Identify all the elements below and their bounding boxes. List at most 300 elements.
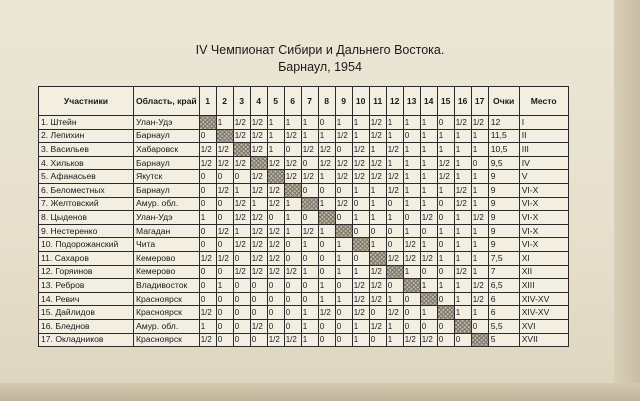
result-cell: 1 [318, 129, 335, 143]
player-points: 9,5 [488, 156, 519, 170]
player-place: XIII [519, 279, 568, 293]
result-cell: 1/2 [420, 333, 437, 347]
result-cell: 1/2 [318, 306, 335, 320]
player-place: II [519, 129, 568, 143]
result-cell: 1/2 [233, 265, 250, 279]
result-cell: 1/2 [369, 265, 386, 279]
result-cell: 1 [267, 143, 284, 157]
diagonal-cell [199, 116, 216, 130]
result-cell: 0 [335, 279, 352, 293]
player-points: 9 [488, 238, 519, 252]
result-cell: 1 [437, 279, 454, 293]
diagonal-cell [267, 170, 284, 184]
result-cell: 1 [199, 319, 216, 333]
table-row [39, 319, 569, 333]
header-round: 7 [301, 87, 318, 116]
result-cell: 0 [216, 170, 233, 184]
result-cell: 1/2 [386, 183, 403, 197]
result-cell: 0 [233, 170, 250, 184]
result-cell: 1 [216, 116, 233, 130]
result-cell: 1 [403, 143, 420, 157]
result-cell: 1/2 [216, 251, 233, 265]
result-cell: 0 [301, 251, 318, 265]
result-cell: 1/2 [267, 224, 284, 238]
result-cell: 1/2 [318, 156, 335, 170]
player-name: 2. Лепихин [39, 129, 134, 143]
result-cell: 0 [335, 333, 352, 347]
result-cell: 1/2 [369, 279, 386, 293]
result-cell: 0 [216, 238, 233, 252]
player-name: 3. Васильев [39, 143, 134, 157]
header-round: 14 [420, 87, 437, 116]
player-place: XVI [519, 319, 568, 333]
result-cell: 1/2 [250, 224, 267, 238]
result-cell: 0 [420, 319, 437, 333]
result-cell: 1 [454, 238, 471, 252]
player-place: VI-X [519, 224, 568, 238]
result-cell: 0 [284, 279, 301, 293]
result-cell: 1 [437, 129, 454, 143]
result-cell: 1/2 [233, 156, 250, 170]
result-cell: 1/2 [471, 292, 488, 306]
result-cell: 0 [216, 306, 233, 320]
result-cell: 0 [318, 333, 335, 347]
table-row [39, 156, 569, 170]
player-region: Улан-Удэ [134, 211, 200, 225]
result-cell: 1/2 [437, 156, 454, 170]
player-name: 7. Желтовский [39, 197, 134, 211]
result-cell: 1/2 [301, 143, 318, 157]
result-cell: 1 [454, 279, 471, 293]
result-cell: 1 [318, 292, 335, 306]
result-cell: 1 [420, 238, 437, 252]
result-cell: 1/2 [386, 251, 403, 265]
result-cell: 0 [216, 265, 233, 279]
result-cell: 0 [267, 306, 284, 320]
diagonal-cell [318, 211, 335, 225]
result-cell: 1/2 [386, 143, 403, 157]
header-round: 4 [250, 87, 267, 116]
result-cell: 1/2 [250, 238, 267, 252]
header-round: 12 [386, 87, 403, 116]
result-cell: 1/2 [250, 143, 267, 157]
result-cell: 0 [318, 265, 335, 279]
result-cell: 1 [471, 238, 488, 252]
result-cell: 1/2 [352, 170, 369, 184]
player-name: 10. Подорожанский [39, 238, 134, 252]
player-region: Владивосток [134, 279, 200, 293]
player-place: XI [519, 251, 568, 265]
result-cell: 1 [284, 224, 301, 238]
result-cell: 1 [284, 116, 301, 130]
result-cell: 1/2 [250, 319, 267, 333]
result-cell: 1 [284, 197, 301, 211]
table-row [39, 306, 569, 320]
result-cell: 1 [352, 265, 369, 279]
result-cell: 1/2 [420, 251, 437, 265]
player-region: Кемерово [134, 265, 200, 279]
result-cell: 1/2 [267, 251, 284, 265]
result-cell: 1 [335, 251, 352, 265]
result-cell: 1 [454, 156, 471, 170]
result-cell: 1/2 [369, 292, 386, 306]
result-cell: 1 [454, 129, 471, 143]
result-cell: 1 [318, 170, 335, 184]
table-row [39, 238, 569, 252]
result-cell: 0 [403, 292, 420, 306]
header-round: 11 [369, 87, 386, 116]
result-cell: 0 [267, 279, 284, 293]
player-name: 12. Горяинов [39, 265, 134, 279]
result-cell: 0 [284, 306, 301, 320]
header-points: Очки [488, 87, 519, 116]
result-cell: 1/2 [250, 170, 267, 184]
result-cell: 1/2 [454, 265, 471, 279]
result-cell: 1/2 [335, 197, 352, 211]
result-cell: 0 [318, 251, 335, 265]
result-cell: 1/2 [335, 156, 352, 170]
result-cell: 0 [437, 319, 454, 333]
player-points: 7,5 [488, 251, 519, 265]
result-cell: 0 [250, 306, 267, 320]
page-edge-bottom [0, 383, 640, 401]
player-points: 7 [488, 265, 519, 279]
player-region: Улан-Удэ [134, 116, 200, 130]
header-round: 10 [352, 87, 369, 116]
player-place: XVII [519, 333, 568, 347]
result-cell: 1 [301, 333, 318, 347]
result-cell: 1/2 [352, 143, 369, 157]
result-cell: 1/2 [318, 143, 335, 157]
result-cell: 1 [352, 116, 369, 130]
result-cell: 1/2 [369, 170, 386, 184]
player-name: 5. Афанасьев [39, 170, 134, 184]
result-cell: 1/2 [216, 183, 233, 197]
result-cell: 1 [284, 211, 301, 225]
result-cell: 0 [216, 333, 233, 347]
result-cell: 1 [301, 306, 318, 320]
player-points: 6 [488, 292, 519, 306]
result-cell: 0 [369, 306, 386, 320]
result-cell: 1/2 [301, 170, 318, 184]
player-place: VI-X [519, 197, 568, 211]
result-cell: 1 [267, 116, 284, 130]
player-region: Магадан [134, 224, 200, 238]
result-cell: 1 [420, 116, 437, 130]
result-cell: 1 [437, 251, 454, 265]
header-row [39, 87, 569, 116]
result-cell: 1/2 [267, 238, 284, 252]
result-cell: 1 [471, 183, 488, 197]
result-cell: 0 [250, 279, 267, 293]
result-cell: 1/2 [284, 265, 301, 279]
diagonal-cell [420, 292, 437, 306]
result-cell: 0 [199, 224, 216, 238]
diagonal-cell [386, 265, 403, 279]
result-cell: 0 [352, 251, 369, 265]
result-cell: 1 [420, 279, 437, 293]
result-cell: 0 [267, 211, 284, 225]
player-points: 9 [488, 197, 519, 211]
player-region: Барнаул [134, 183, 200, 197]
result-cell: 0 [250, 292, 267, 306]
player-points: 5,5 [488, 319, 519, 333]
result-cell: 1/2 [199, 333, 216, 347]
result-cell: 1 [352, 333, 369, 347]
result-cell: 1 [403, 265, 420, 279]
result-cell: 1 [420, 143, 437, 157]
result-cell: 0 [199, 183, 216, 197]
result-cell: 1 [335, 238, 352, 252]
result-cell: 0 [318, 238, 335, 252]
result-cell: 0 [267, 292, 284, 306]
result-cell: 1 [386, 129, 403, 143]
title-line-2: Барнаул, 1954 [278, 60, 362, 74]
header-round: 16 [454, 87, 471, 116]
result-cell: 1 [250, 197, 267, 211]
result-cell: 1/2 [199, 143, 216, 157]
result-cell: 1/2 [369, 156, 386, 170]
table-row [39, 292, 569, 306]
result-cell: 1/2 [233, 129, 250, 143]
result-cell: 1/2 [233, 197, 250, 211]
result-cell: 0 [301, 156, 318, 170]
result-cell: 1 [318, 279, 335, 293]
result-cell: 0 [352, 197, 369, 211]
player-region: Барнаул [134, 156, 200, 170]
result-cell: 0 [199, 279, 216, 293]
result-cell: 0 [437, 333, 454, 347]
player-points: 9 [488, 170, 519, 184]
result-cell: 1/2 [471, 279, 488, 293]
result-cell: 1 [267, 129, 284, 143]
table-row [39, 170, 569, 184]
player-points: 11,5 [488, 129, 519, 143]
header-round: 2 [216, 87, 233, 116]
header-round: 8 [318, 87, 335, 116]
result-cell: 0 [420, 224, 437, 238]
result-cell: 1 [386, 156, 403, 170]
result-cell: 1/2 [267, 156, 284, 170]
result-cell: 1/2 [403, 238, 420, 252]
table-row [39, 183, 569, 197]
result-cell: 1 [369, 238, 386, 252]
table-row [39, 251, 569, 265]
result-cell: 0 [284, 238, 301, 252]
result-cell: 1 [352, 183, 369, 197]
result-cell: 1/2 [352, 306, 369, 320]
player-name: 16. Бледнов [39, 319, 134, 333]
result-cell: 1/2 [352, 156, 369, 170]
result-cell: 1/2 [233, 211, 250, 225]
player-place: I [519, 116, 568, 130]
result-cell: 1 [471, 143, 488, 157]
player-name: 17. Окладников [39, 333, 134, 347]
result-cell: 1/2 [250, 251, 267, 265]
result-cell: 1 [335, 265, 352, 279]
result-cell: 0 [301, 211, 318, 225]
result-cell: 1/2 [284, 333, 301, 347]
result-cell: 1/2 [250, 116, 267, 130]
result-cell: 0 [403, 211, 420, 225]
result-cell: 1 [233, 183, 250, 197]
player-place: V [519, 170, 568, 184]
title-block [0, 42, 640, 76]
result-cell: 1/2 [216, 224, 233, 238]
result-cell: 1/2 [267, 265, 284, 279]
header-place: Место [519, 87, 568, 116]
result-cell: 0 [403, 306, 420, 320]
result-cell: 0 [233, 279, 250, 293]
player-points: 6 [488, 306, 519, 320]
result-cell: 0 [437, 211, 454, 225]
result-cell: 0 [352, 224, 369, 238]
result-cell: 0 [335, 143, 352, 157]
result-cell: 0 [267, 319, 284, 333]
player-points: 9 [488, 183, 519, 197]
diagonal-cell [352, 238, 369, 252]
result-cell: 1 [420, 306, 437, 320]
result-cell: 1 [386, 211, 403, 225]
result-cell: 1 [471, 170, 488, 184]
result-cell: 1 [420, 170, 437, 184]
result-cell: 1 [352, 129, 369, 143]
result-cell: 1/2 [267, 333, 284, 347]
header-round: 5 [267, 87, 284, 116]
result-cell: 1/2 [471, 211, 488, 225]
diagonal-cell [437, 306, 454, 320]
diagonal-cell [216, 129, 233, 143]
result-cell: 1/2 [233, 116, 250, 130]
result-cell: 1 [386, 319, 403, 333]
result-cell: 1 [420, 129, 437, 143]
result-cell: 1 [369, 183, 386, 197]
result-cell: 1/2 [267, 197, 284, 211]
result-cell: 0 [369, 333, 386, 347]
result-cell: 0 [335, 319, 352, 333]
result-cell: 0 [437, 116, 454, 130]
player-place: VI-X [519, 211, 568, 225]
table-row [39, 333, 569, 347]
result-cell: 1 [301, 116, 318, 130]
result-cell: 0 [199, 129, 216, 143]
result-cell: 1 [352, 211, 369, 225]
result-cell: 1/2 [369, 319, 386, 333]
result-cell: 0 [471, 156, 488, 170]
player-points: 9 [488, 224, 519, 238]
header-round: 17 [471, 87, 488, 116]
result-cell: 0 [250, 333, 267, 347]
result-cell: 1/2 [301, 224, 318, 238]
result-cell: 0 [335, 183, 352, 197]
result-cell: 0 [335, 211, 352, 225]
result-cell: 1/2 [403, 333, 420, 347]
result-cell: 1/2 [335, 129, 352, 143]
result-cell: 0 [233, 292, 250, 306]
header-round: 9 [335, 87, 352, 116]
player-points: 9 [488, 211, 519, 225]
result-cell: 1/2 [386, 170, 403, 184]
result-cell: 1 [403, 197, 420, 211]
table-body [39, 116, 569, 347]
result-cell: 0 [233, 251, 250, 265]
result-cell: 1 [471, 224, 488, 238]
result-cell: 1 [471, 265, 488, 279]
result-cell: 1 [454, 170, 471, 184]
table-row [39, 129, 569, 143]
result-cell: 1/2 [250, 265, 267, 279]
player-place: IV [519, 156, 568, 170]
player-region: Красноярск [134, 292, 200, 306]
result-cell: 0 [386, 279, 403, 293]
result-cell: 0 [301, 279, 318, 293]
result-cell: 1 [386, 292, 403, 306]
result-cell: 1/2 [233, 238, 250, 252]
result-cell: 1/2 [454, 183, 471, 197]
header-round: 3 [233, 87, 250, 116]
result-cell: 1 [403, 116, 420, 130]
result-cell: 1 [199, 211, 216, 225]
result-cell: 1 [369, 143, 386, 157]
result-cell: 1/2 [250, 211, 267, 225]
result-cell: 1/2 [454, 197, 471, 211]
result-cell: 1/2 [199, 156, 216, 170]
player-region: Хабаровск [134, 143, 200, 157]
result-cell: 1 [471, 306, 488, 320]
diagonal-cell [335, 224, 352, 238]
result-cell: 1 [216, 279, 233, 293]
result-cell: 1/2 [216, 156, 233, 170]
table-row [39, 197, 569, 211]
result-cell: 0 [284, 319, 301, 333]
player-name: 13. Ребров [39, 279, 134, 293]
result-cell: 0 [199, 238, 216, 252]
header-round: 13 [403, 87, 420, 116]
result-cell: 0 [199, 197, 216, 211]
result-cell: 0 [437, 197, 454, 211]
player-place: XIV-XV [519, 292, 568, 306]
result-cell: 1/2 [437, 170, 454, 184]
result-cell: 1/2 [420, 211, 437, 225]
player-region: Барнаул [134, 129, 200, 143]
result-cell: 1 [318, 197, 335, 211]
result-cell: 1 [403, 224, 420, 238]
diagonal-cell [284, 183, 301, 197]
result-cell: 1 [454, 251, 471, 265]
result-cell: 0 [437, 292, 454, 306]
result-cell: 1/2 [284, 156, 301, 170]
diagonal-cell [454, 319, 471, 333]
result-cell: 1 [454, 306, 471, 320]
result-cell: 0 [233, 319, 250, 333]
result-cell: 1 [386, 116, 403, 130]
result-cell: 1 [420, 183, 437, 197]
result-cell: 1 [437, 143, 454, 157]
result-cell: 1/2 [369, 116, 386, 130]
result-cell: 1 [301, 319, 318, 333]
player-name: 4. Хилькoв [39, 156, 134, 170]
table-row [39, 143, 569, 157]
player-region: Чита [134, 238, 200, 252]
result-cell: 1/2 [199, 251, 216, 265]
result-cell: 0 [437, 265, 454, 279]
player-region: Красноярск [134, 306, 200, 320]
result-cell: 0 [301, 292, 318, 306]
result-cell: 1 [369, 197, 386, 211]
result-cell: 1 [471, 129, 488, 143]
header-round: 6 [284, 87, 301, 116]
result-cell: 0 [284, 251, 301, 265]
